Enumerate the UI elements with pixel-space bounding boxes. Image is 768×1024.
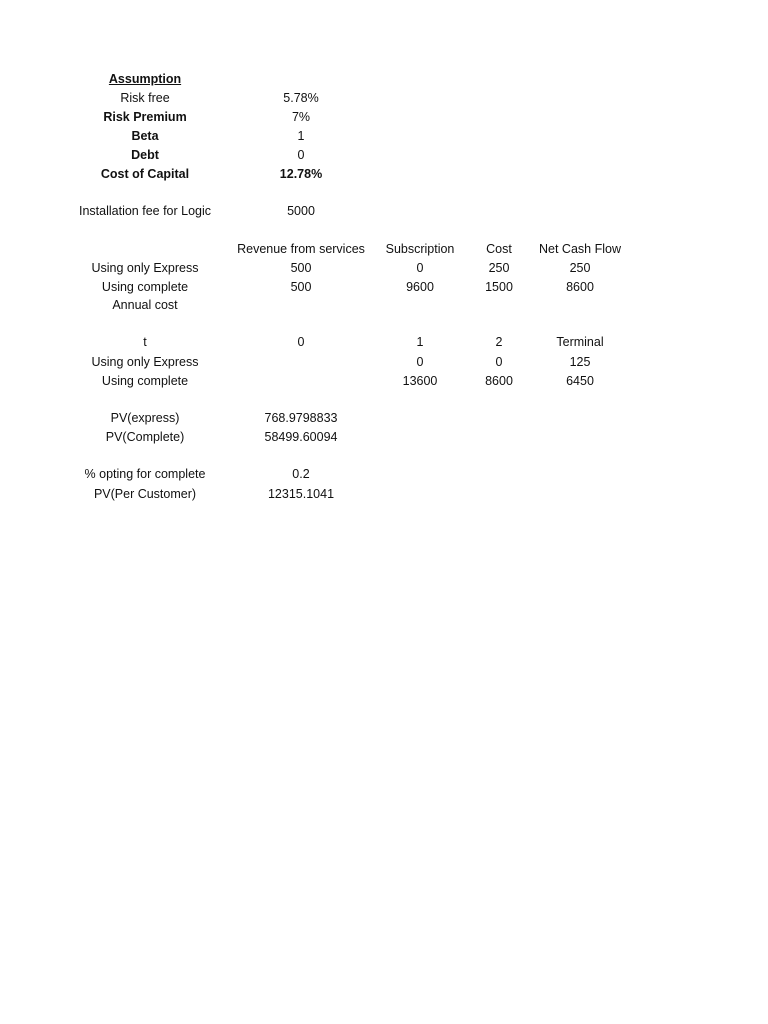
pv-per-customer-value: 12315.1041 [267,487,335,501]
cash-row-complete-label: Using complete [101,280,189,294]
timeline-complete-t2: 8600 [485,374,513,388]
timeline-express-terminal: 125 [569,355,591,369]
pct-opting-complete-label: % opting for complete [84,467,206,481]
installation-fee-value: 5000 [287,204,315,218]
cash-row-express-cost: 250 [488,261,510,275]
assumption-heading: Assumption [108,72,182,86]
header-cost: Cost [486,242,512,256]
cost-of-capital-value: 12.78% [279,167,323,181]
timeline-period-1: 1 [416,335,424,349]
risk-premium-value: 7% [291,110,311,124]
beta-label: Beta [131,129,159,143]
cash-row-complete-net: 8600 [566,280,594,294]
annual-cost-label: Annual cost [112,298,178,312]
pct-opting-complete-value: 0.2 [292,467,310,481]
risk-free-label: Risk free [120,91,170,105]
timeline-t-label: t [143,335,147,349]
timeline-period-0: 0 [297,335,305,349]
cash-row-complete-subscription: 9600 [406,280,434,294]
cash-row-complete-revenue: 500 [290,280,312,294]
header-subscription: Subscription [385,242,455,256]
timeline-period-terminal: Terminal [556,335,604,349]
cash-row-express-subscription: 0 [416,261,424,275]
timeline-express-label: Using only Express [91,355,199,369]
cash-row-express-revenue: 500 [290,261,312,275]
timeline-express-t1: 0 [416,355,424,369]
debt-label: Debt [131,148,159,162]
timeline-complete-terminal: 6450 [566,374,594,388]
cash-row-complete-cost: 1500 [485,280,513,294]
risk-free-value: 5.78% [283,91,319,105]
pv-per-customer-label: PV(Per Customer) [93,487,197,501]
installation-fee-label: Installation fee for Logic [78,204,212,218]
timeline-complete-label: Using complete [101,374,189,388]
pv-complete-value: 58499.60094 [264,430,338,444]
header-net-cash-flow: Net Cash Flow [539,242,621,256]
cost-of-capital-label: Cost of Capital [100,167,190,181]
pv-express-value: 768.9798833 [264,411,338,425]
cash-row-express-label: Using only Express [91,261,199,275]
timeline-express-t2: 0 [495,355,503,369]
timeline-period-2: 2 [495,335,503,349]
timeline-complete-t1: 13600 [402,374,438,388]
debt-value: 0 [297,148,305,162]
header-revenue-from-services: Revenue from services [237,242,365,256]
beta-value: 1 [297,129,305,143]
risk-premium-label: Risk Premium [103,110,187,124]
pv-express-label: PV(express) [110,411,180,425]
cash-row-express-net: 250 [569,261,591,275]
pv-complete-label: PV(Complete) [105,430,185,444]
